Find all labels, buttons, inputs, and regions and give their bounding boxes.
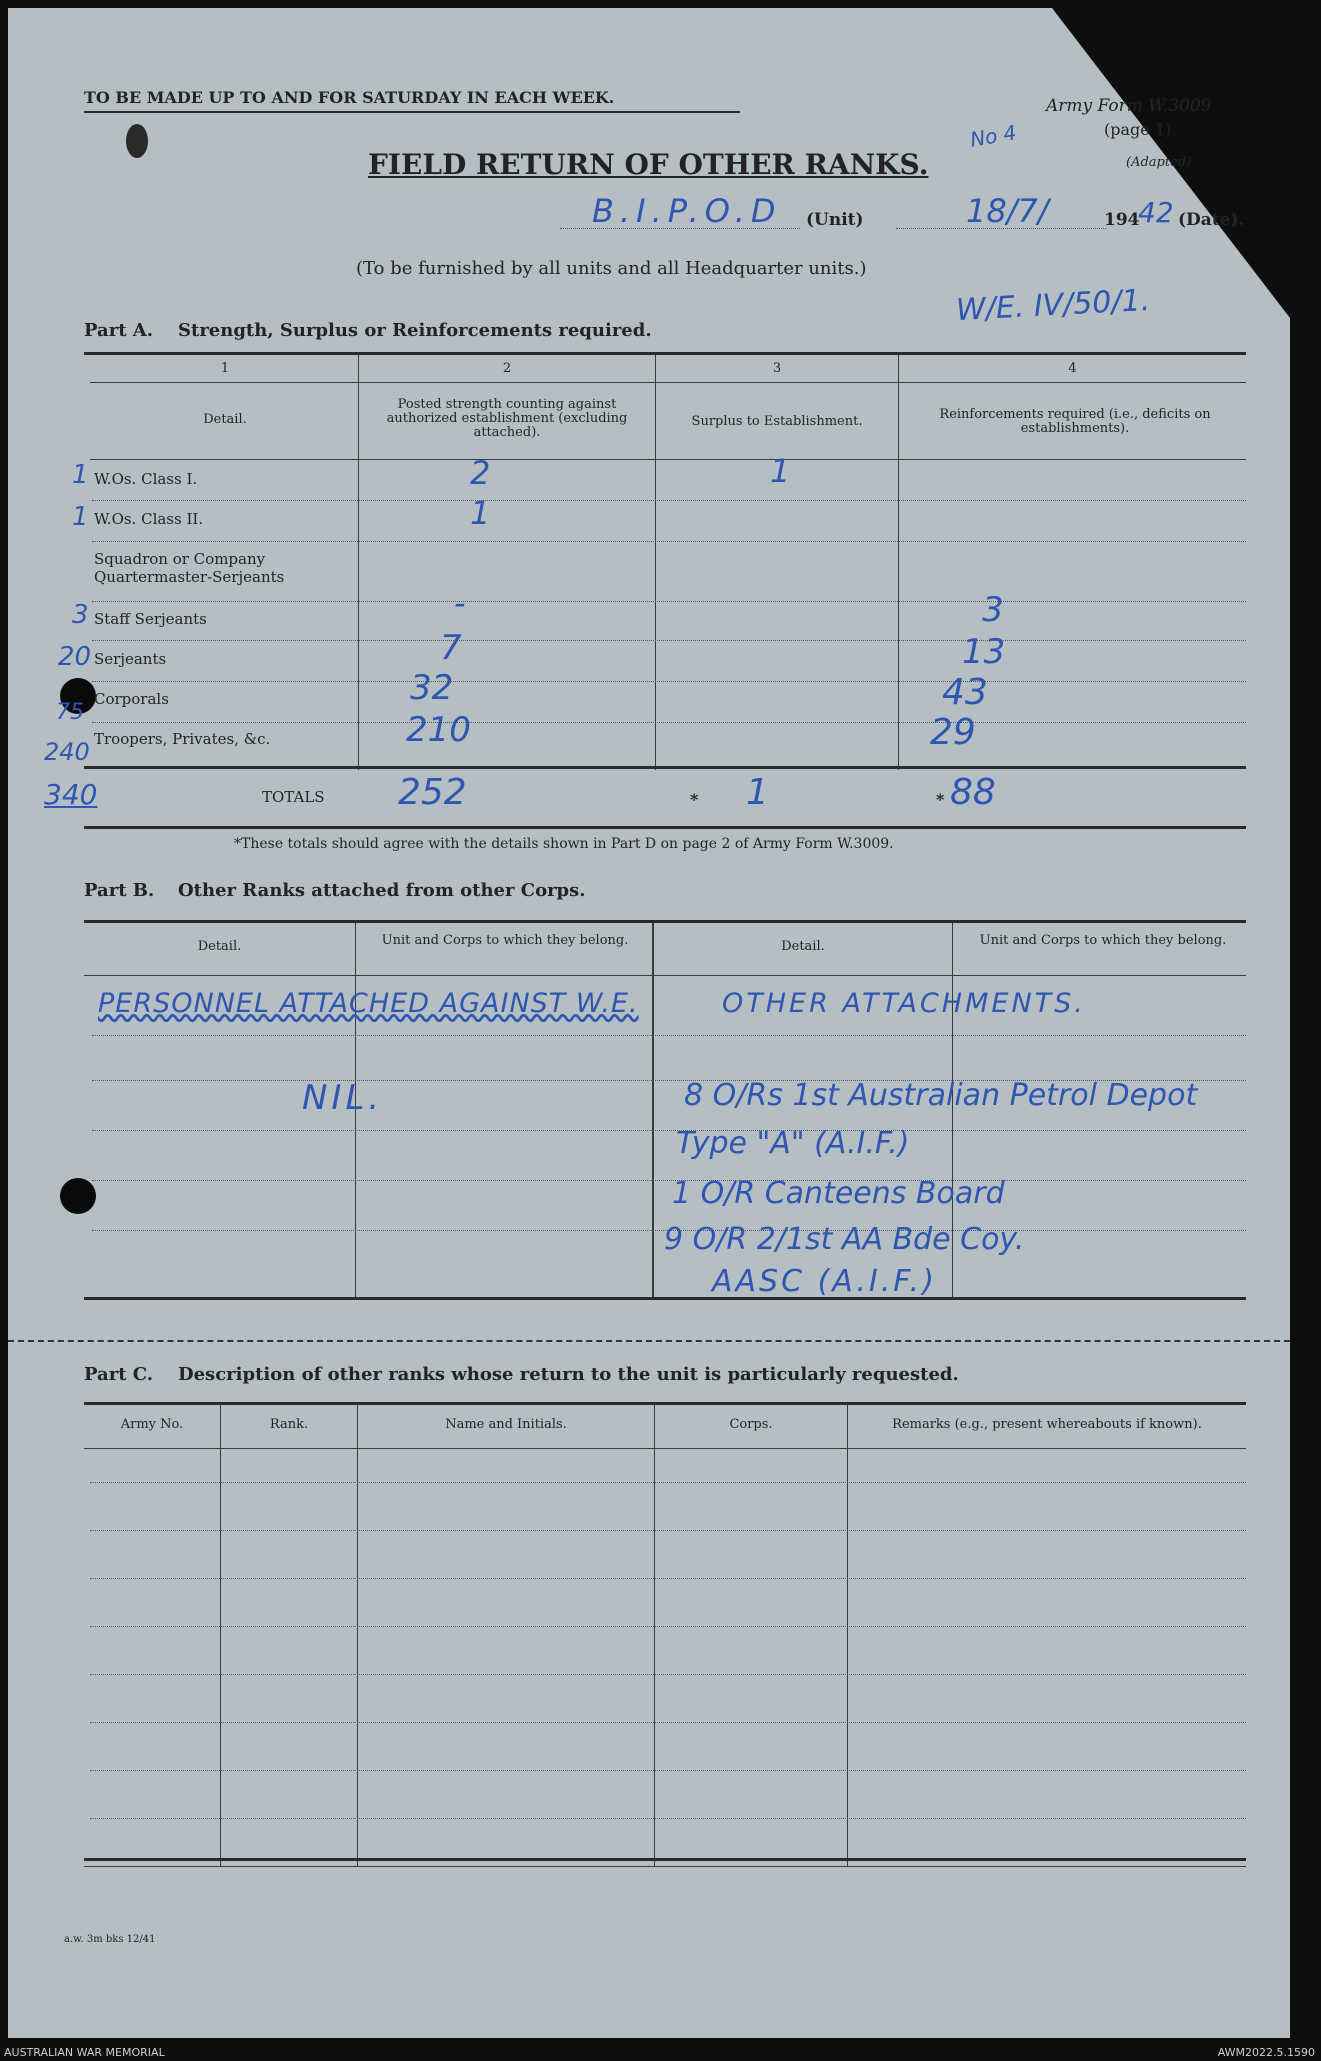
- form-name: Army Form W.3009: [1046, 96, 1212, 116]
- handwritten-corner-note: No 4: [968, 120, 1019, 152]
- total-posted: 252: [398, 772, 467, 813]
- row-detail: Troopers, Privates, &c.: [94, 730, 271, 748]
- handwritten-date: 18/7/: [966, 192, 1049, 230]
- punch-hole: [60, 1178, 96, 1214]
- part-c-divider: [357, 1405, 358, 1867]
- cut-line: [8, 1340, 1290, 1342]
- row-reinforcements: 43: [942, 672, 988, 713]
- date-line: [896, 228, 1106, 229]
- row-posted: 7: [440, 628, 462, 668]
- row-detail: Squadron or Company Quartermaster-Serjeants: [94, 550, 285, 586]
- unit-line: [560, 228, 800, 229]
- part-c-top-border: [84, 1402, 1246, 1405]
- instruction-underline: [84, 111, 740, 113]
- row-posted: 2: [470, 454, 491, 492]
- row-separator: [92, 681, 1246, 682]
- footer-accession-number: AWM2022.5.1590: [1217, 2046, 1315, 2059]
- date-year-prefix: 194: [1104, 210, 1140, 230]
- margin-count: 75: [56, 700, 84, 725]
- row-reinforcements: 3: [982, 590, 1004, 630]
- row-separator: [90, 1674, 1246, 1675]
- part-c-divider: [847, 1405, 848, 1867]
- part-c-divider: [654, 1405, 655, 1867]
- part-c-col-header: Remarks (e.g., present whereabouts if known).: [892, 1417, 1202, 1432]
- attachment-line: 9 O/R 2/1st AA Bde Coy.: [664, 1222, 1025, 1257]
- part-a-divider: [898, 355, 899, 770]
- margin-total: 340: [44, 778, 98, 811]
- part-a-bottom-border: [84, 826, 1246, 829]
- col-number: 2: [502, 361, 512, 376]
- part-c-col-header: Corps.: [729, 1417, 773, 1432]
- row-separator: [92, 601, 1246, 602]
- margin-count: 1: [72, 502, 89, 532]
- col-number: 1: [220, 361, 230, 376]
- part-b-col-header: Detail.: [197, 939, 242, 954]
- part-a-colnum-line: [90, 382, 1246, 383]
- part-a-title: Strength, Surplus or Reinforcements required.: [178, 320, 652, 341]
- unit-label: (Unit): [806, 210, 864, 230]
- totals-border: [84, 766, 1246, 769]
- part-b-bottom-border: [84, 1297, 1246, 1300]
- print-code: a.w. 3m bks 12/41: [64, 1934, 156, 1945]
- col-number: 4: [1068, 361, 1077, 376]
- part-a-header-line: [90, 459, 1246, 460]
- total-surplus: 1: [746, 772, 769, 813]
- col-header-posted: Posted strength counting against authorized establishment (excluding attached).: [386, 397, 628, 440]
- handwritten-year: 42: [1138, 196, 1174, 229]
- row-detail: Staff Serjeants: [94, 610, 207, 628]
- part-b-top-border: [84, 920, 1246, 923]
- part-b-col-header: Detail.: [781, 939, 825, 954]
- margin-count: 1: [72, 460, 89, 490]
- row-posted: -: [454, 584, 466, 622]
- row-reinforcements: 13: [962, 632, 1006, 672]
- row-reinforcements: 29: [930, 712, 976, 753]
- row-detail: W.Os. Class II.: [94, 510, 204, 528]
- part-c-col-header: Rank.: [269, 1417, 309, 1432]
- attached-nil: NIL.: [302, 1078, 384, 1118]
- part-a-label: Part A.: [84, 320, 154, 341]
- row-separator: [90, 1530, 1246, 1531]
- row-separator: [92, 1130, 1246, 1131]
- total-surplus-mark: *: [690, 790, 699, 809]
- col-header-detail: Detail.: [203, 412, 247, 427]
- row-separator: [92, 1180, 1246, 1181]
- part-c-header-line: [84, 1448, 1246, 1449]
- row-separator: [90, 1626, 1246, 1627]
- part-c-col-header: Army No.: [120, 1417, 184, 1432]
- attached-heading-right: OTHER ATTACHMENTS.: [722, 988, 1086, 1019]
- part-b-col-header: Unit and Corps to which they belong.: [979, 933, 1227, 948]
- attachment-line: Type "A" (A.I.F.): [676, 1126, 910, 1161]
- row-separator: [92, 640, 1246, 641]
- part-b-label: Part B.: [84, 880, 155, 901]
- row-separator: [92, 500, 1246, 501]
- page-number: (page 1): [1104, 120, 1172, 139]
- part-a-top-border: [84, 352, 1246, 355]
- row-separator: [90, 1770, 1246, 1771]
- total-reinforcements: 88: [950, 772, 996, 813]
- row-separator: [90, 1818, 1246, 1819]
- row-surplus: 1: [770, 452, 791, 490]
- attachment-line: 1 O/R Canteens Board: [672, 1176, 1005, 1211]
- row-detail: W.Os. Class I.: [94, 470, 198, 488]
- date-label: (Date).: [1178, 210, 1245, 230]
- part-c-bottom-border: [84, 1858, 1246, 1861]
- row-separator: [90, 1722, 1246, 1723]
- row-separator: [92, 722, 1246, 723]
- row-separator: [90, 1578, 1246, 1579]
- col-header-reinforcements: Reinforcements required (i.e., deficits on establishments).: [939, 407, 1211, 436]
- part-b-header-line: [84, 975, 1246, 976]
- col-header-surplus: Surplus to Establishment.: [691, 414, 863, 429]
- row-detail: Corporals: [94, 690, 169, 708]
- part-c-divider: [220, 1405, 221, 1867]
- part-b-col-header: Unit and Corps to which they belong.: [381, 933, 629, 948]
- footer-institution: AUSTRALIAN WAR MEMORIAL: [4, 2046, 165, 2059]
- handwritten-unit: B.I.P.O.D: [592, 192, 782, 230]
- ink-blot: [126, 124, 148, 158]
- col-number: 3: [772, 361, 782, 376]
- row-detail: Serjeants: [94, 650, 167, 668]
- adapted-note: (Adapted): [1126, 155, 1192, 170]
- handwritten-we-ref: W/E. IV/50/1.: [955, 282, 1151, 329]
- part-c-col-header: Name and Initials.: [445, 1417, 567, 1432]
- part-c-label: Part C.: [84, 1364, 154, 1385]
- part-b-divider: [652, 923, 654, 1297]
- attachment-line: AASC (A.I.F.): [712, 1264, 937, 1299]
- part-a-divider: [358, 355, 359, 770]
- attached-heading-left: PERSONNEL ATTACHED AGAINST W.E.: [98, 988, 639, 1019]
- attachment-line: 8 O/Rs 1st Australian Petrol Depot: [684, 1078, 1198, 1113]
- part-b-title: Other Ranks attached from other Corps.: [178, 880, 586, 901]
- total-reinf-mark: *: [936, 790, 945, 809]
- part-c-bottom-line: [84, 1866, 1246, 1867]
- row-posted: 210: [406, 710, 471, 750]
- margin-count: 20: [58, 642, 92, 672]
- row-posted: 1: [470, 494, 491, 532]
- part-a-footnote: *These totals should agree with the details shown in Part D on page 2 of Army Form W.3009.: [234, 836, 894, 852]
- totals-label: TOTALS: [262, 788, 325, 806]
- part-c-title: Description of other ranks whose return to the unit is particularly requested.: [178, 1364, 959, 1385]
- margin-count: 240: [44, 738, 90, 766]
- row-separator: [92, 541, 1246, 542]
- page-title: FIELD RETURN OF OTHER RANKS.: [368, 148, 929, 181]
- instruction-text: TO BE MADE UP TO AND FOR SATURDAY IN EACH WEEK.: [84, 88, 615, 107]
- subtitle: (To be furnished by all units and all Headquarter units.): [356, 258, 867, 279]
- row-separator: [92, 1035, 1246, 1036]
- row-posted: 32: [410, 668, 454, 708]
- margin-count: 3: [72, 600, 89, 630]
- row-separator: [90, 1482, 1246, 1483]
